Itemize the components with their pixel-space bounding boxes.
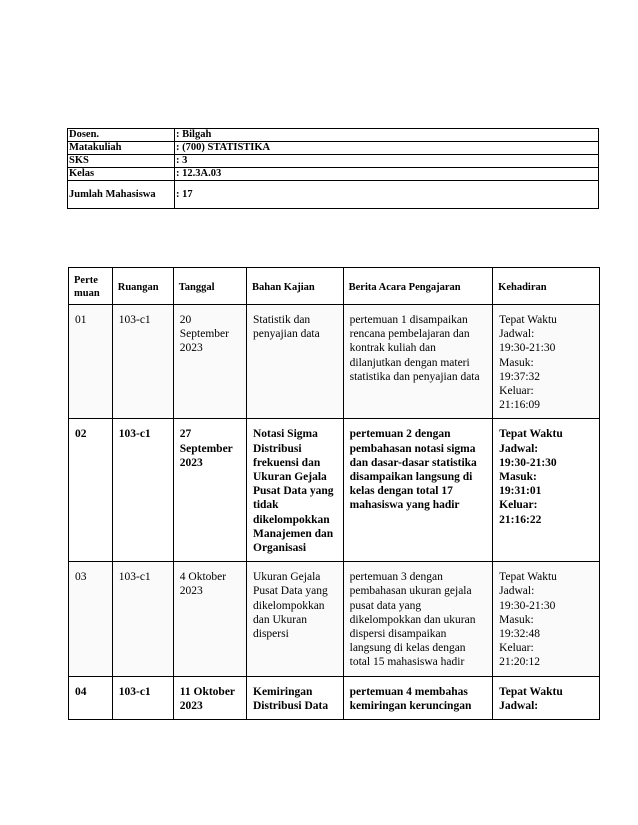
info-value: : (700) STATISTIKA — [175, 142, 599, 155]
column-header: Ruangan — [112, 268, 173, 305]
cell-tanggal: 11 Oktober 2023 — [173, 676, 246, 719]
cell-kehadiran — [493, 419, 600, 562]
kehadiran-line: Jadwal: — [499, 328, 535, 341]
cell-ruangan: 103-c1 — [112, 305, 173, 419]
kehadiran-line: 21:20:12 — [499, 656, 541, 669]
table-header-row — [69, 268, 600, 305]
attendance-table — [68, 267, 600, 720]
cell-tanggal: 4 Oktober 2023 — [173, 562, 246, 676]
info-label: Dosen. — [68, 129, 175, 142]
kehadiran-line: Masuk: — [499, 356, 534, 369]
info-value: : Bilgah — [175, 129, 599, 142]
kehadiran-line: Keluar: — [499, 499, 538, 512]
column-header: Perte muan — [69, 268, 113, 305]
cell-pertemuan: 01 — [69, 305, 113, 419]
cell-ruangan: 103-c1 — [112, 562, 173, 676]
column-header: Tanggal — [173, 268, 246, 305]
cell-pertemuan: 03 — [69, 562, 113, 676]
cell-berita: pertemuan 2 dengan pembahasan notasi sigma dan dasar-dasar statistika disampaikan langsung di kelas dengan total 17 mahasiswa yang hadir — [343, 419, 493, 562]
kehadiran-line: 19:30-21:30 — [499, 599, 556, 612]
kehadiran-line: 19:31:01 — [499, 485, 542, 498]
info-value: : 3 — [175, 155, 599, 168]
column-header: Bahan Kajian — [247, 268, 344, 305]
cell-berita: pertemuan 3 dengan pembahasan ukuran gejala pusat data yang dikelompokkan dan ukuran dispersi disampaikan langsung di kelas dengan total 15 mahasiswa hadir — [343, 562, 493, 676]
kehadiran-line: Keluar: — [499, 385, 534, 398]
kehadiran-line: 19:32:48 — [499, 628, 541, 641]
kehadiran-line: Tepat Waktu — [499, 314, 557, 326]
course-info-table — [67, 128, 599, 209]
cell-tanggal: 20 September 2023 — [173, 305, 246, 419]
info-label: Jumlah Mahasiswa — [68, 181, 175, 209]
column-header: Berita Acara Pengajaran — [343, 268, 493, 305]
cell-ruangan: 103-c1 — [112, 419, 173, 562]
kehadiran-line: Jadwal: — [499, 442, 539, 455]
info-row-matakuliah — [68, 142, 599, 155]
cell-bahan: Statistik dan penyajian data — [247, 305, 344, 419]
kehadiran-line: 21:16:22 — [499, 513, 542, 526]
kehadiran-line: 21:16:09 — [499, 399, 541, 412]
table-row — [69, 676, 600, 719]
table-row — [69, 419, 600, 562]
cell-berita: pertemuan 1 disampaikan rencana pembelajaran dan kontrak kuliah dan dilanjutkan dengan materi statistika dan penyajian data — [343, 305, 493, 419]
cell-berita: pertemuan 4 membahas kemiringan keruncingan — [343, 676, 493, 719]
table-row — [69, 562, 600, 676]
info-label: Kelas — [68, 168, 175, 181]
kehadiran-line: Masuk: — [499, 613, 534, 626]
kehadiran-line: Jadwal: — [499, 585, 535, 598]
info-row-dosen — [68, 129, 599, 142]
info-row-sks — [68, 155, 599, 168]
info-value: : 17 — [175, 181, 599, 209]
cell-bahan: Kemiringan Distribusi Data — [247, 676, 344, 719]
table-row — [69, 305, 600, 419]
cell-pertemuan: 04 — [69, 676, 113, 719]
column-header: Kehadiran — [493, 268, 600, 305]
info-row-kelas — [68, 168, 599, 181]
kehadiran-line: 19:37:32 — [499, 370, 541, 383]
kehadiran-line: Tepat Waktu — [499, 571, 557, 584]
cell-bahan: Notasi Sigma Distribusi frekuensi dan Ukuran Gejala Pusat Data yang tidak dikelompokkan Manajemen dan Organisasi — [247, 419, 344, 562]
cell-tanggal: 27 September 2023 — [173, 419, 246, 562]
cell-ruangan: 103-c1 — [112, 676, 173, 719]
cell-bahan: Ukuran Gejala Pusat Data yang dikelompokkan dan Ukuran dispersi — [247, 562, 344, 676]
cell-kehadiran — [493, 676, 600, 719]
kehadiran-line: 19:30-21:30 — [499, 342, 556, 355]
cell-kehadiran — [493, 305, 600, 419]
kehadiran-line: Tepat Waktu — [499, 428, 563, 441]
cell-pertemuan: 02 — [69, 419, 113, 562]
kehadiran-line: Jadwal: — [499, 699, 539, 712]
kehadiran-line: Tepat Waktu — [499, 685, 563, 698]
info-label: SKS — [68, 155, 175, 168]
cell-kehadiran — [493, 562, 600, 676]
kehadiran-line: Masuk: — [499, 471, 537, 484]
kehadiran-line: 19:30-21:30 — [499, 456, 557, 469]
info-row-jumlah — [68, 181, 599, 209]
info-label: Matakuliah — [68, 142, 175, 155]
info-value: : 12.3A.03 — [175, 168, 599, 181]
kehadiran-line: Keluar: — [499, 642, 534, 655]
